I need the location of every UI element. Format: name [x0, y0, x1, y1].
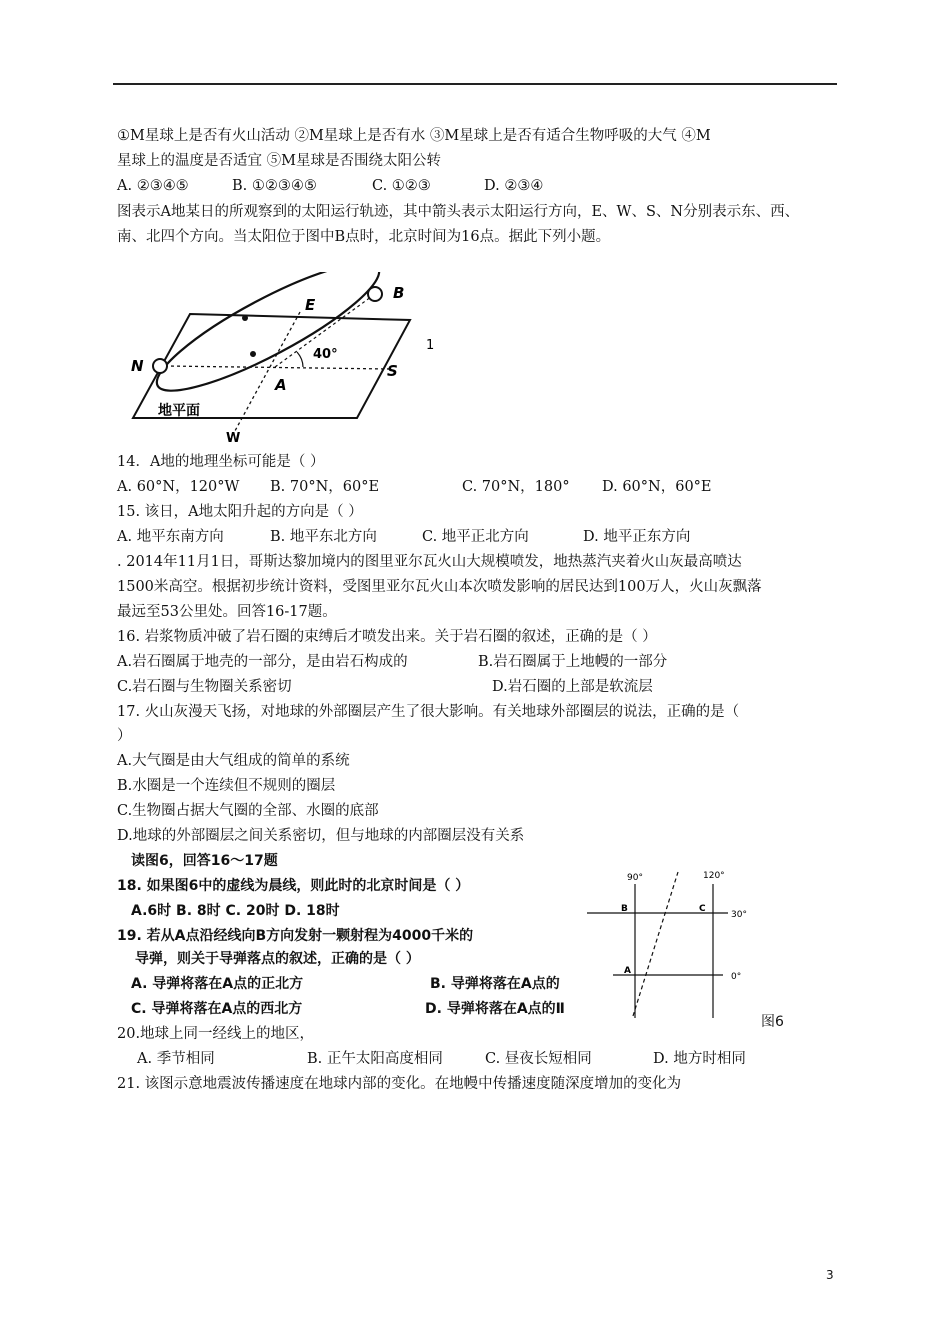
- q16-choice-c: C.岩石圈与生物圈关系密切: [117, 679, 292, 695]
- top-rule: [113, 83, 837, 85]
- choice-d: D. ②③④: [484, 178, 544, 194]
- figure-6: [583, 866, 803, 1026]
- sun-n-icon: [153, 359, 167, 373]
- q16-choice-a: A.岩石圈属于地壳的一部分，是由岩石构成的: [117, 654, 408, 670]
- label-e: E: [305, 296, 316, 314]
- label-lon90: 90°: [627, 873, 643, 883]
- choice-c: C. 70°N，180°: [462, 479, 570, 495]
- label-lat30: 30°: [731, 910, 747, 920]
- n-s-line: [165, 366, 390, 369]
- choice-a: A. 地平东南方向: [117, 529, 224, 545]
- page-number: 3: [826, 1268, 834, 1282]
- label-plane: 地平面: [158, 403, 200, 419]
- q17-choice-b: B.水圈是一个连续但不规则的圈层: [117, 778, 336, 794]
- q18: 18. 如果图6中的虚线为晨线，则此时的北京时间是（ ）: [117, 878, 470, 894]
- choice-a: A. 季节相同: [137, 1051, 215, 1067]
- label-lon120: 120°: [703, 871, 725, 881]
- q17-choice-c: C.生物圈占据大气圈的全部、水圈的底部: [117, 803, 379, 819]
- q16: 16. 岩浆物质冲破了岩石圈的束缚后才喷发出来。关于岩石圈的叙述，正确的是（ ）: [117, 629, 657, 645]
- q13-choices: [117, 176, 543, 196]
- label-b: B: [621, 904, 628, 914]
- e-w-line: [230, 312, 300, 440]
- figure-6-caption: 图6: [761, 1014, 784, 1030]
- label-s: S: [387, 362, 398, 380]
- read-fig6: 读图6，回答16～17题: [131, 853, 278, 869]
- q15-choices: [117, 527, 690, 547]
- label-a: A: [275, 376, 287, 394]
- intro-line1: 图表示A地某日的所观察到的太阳运行轨迹，其中箭头表示太阳运行方向，E、W、S、N分别表示东、西、: [117, 204, 800, 220]
- q17: 17. 火山灰漫天飞扬，对地球的外部圈层产生了很大影响。有关地球外部圈层的说法，正确的是（: [117, 704, 740, 720]
- q21: 21. 该图示意地震波传播速度在地球内部的变化。在地幔中传播速度随深度增加的变化为: [117, 1076, 682, 1092]
- q17-choice-d: D.地球的外部圈层之间关系密切，但与地球的内部圈层没有关系: [117, 828, 525, 844]
- sun-b-icon: [368, 287, 382, 301]
- q17-choice-a: A.大气圈是由大气组成的简单的系统: [117, 753, 350, 769]
- sun-orbit: [144, 272, 391, 410]
- q18-choices: A.6时 B. 8时 C. 20时 D. 18时: [131, 903, 340, 919]
- label-angle: 40°: [313, 347, 338, 362]
- choice-d: D. 地方时相同: [653, 1051, 746, 1067]
- label-c: C: [699, 904, 706, 914]
- terminator-line: [633, 872, 678, 1016]
- q13-options-line2: 星球上的温度是否适宜 ⑤M星球是否围绕太阳公转: [117, 153, 441, 169]
- q15: 15. 该日，A地太阳升起的方向是（ ）: [117, 504, 363, 520]
- choice-c: C. 地平正北方向: [422, 529, 529, 545]
- q16-choice-b: B.岩石圈属于上地幔的一部分: [478, 654, 668, 670]
- q13-options-line1: ①M星球上是否有火山活动 ②M星球上是否有水 ③M星球上是否有适合生物呼吸的大气 ④M: [117, 128, 711, 144]
- angle-arc: [297, 352, 303, 367]
- passage-line2: 1500米高空。根据初步统计资料，受图里亚尔瓦火山本次喷发影响的居民达到100万人，火山灰飘落: [117, 579, 762, 595]
- stray-mark: 1: [426, 338, 435, 353]
- choice-c: C. 昼夜长短相同: [485, 1051, 592, 1067]
- q19-choice-b: B. 导弹将落在A点的: [430, 976, 560, 992]
- passage-line1: . 2014年11月1日，哥斯达黎加境内的图里亚尔瓦火山大规模喷发，地热蒸汽夹着火山灰最高喷达: [117, 554, 742, 570]
- q19-choice-c: C. 导弹将落在A点的西北方: [131, 1001, 303, 1017]
- passage-line3: 最远至53公里处。回答16-17题。: [117, 604, 337, 620]
- q20: 20.地球上同一经线上的地区，: [117, 1026, 315, 1042]
- choice-b: B. 70°N，60°E: [270, 479, 380, 495]
- choice-c: C. ①②③: [372, 178, 431, 194]
- q20-choices: [137, 1049, 746, 1069]
- choice-d: D. 地平正东方向: [583, 529, 691, 545]
- q17-close: ）: [117, 728, 132, 744]
- choice-a: A. ②③④⑤: [117, 178, 189, 194]
- label-lat0: 0°: [731, 972, 742, 982]
- intro-line2: 南、北四个方向。当太阳位于图中B点时，北京时间为16点。据此下列小题。: [117, 229, 611, 245]
- q19-choice-d: D. 导弹将落在A点的Ⅱ: [425, 1001, 565, 1017]
- arrow-dot-icon: [250, 351, 256, 357]
- label-b: B: [393, 284, 405, 302]
- choice-b: B. ①②③④⑤: [232, 178, 317, 194]
- label-w: W: [226, 431, 241, 446]
- choice-a: A. 60°N，120°W: [117, 479, 240, 495]
- q19-choice-a: A. 导弹将落在A点的正北方: [131, 976, 304, 992]
- sun-path-figure: [125, 272, 445, 447]
- q19: 19. 若从A点沿经线向B方向发射一颗射程为4000千米的: [117, 928, 474, 944]
- q19-cont: 导弹，则关于导弹落点的叙述，正确的是（ ）: [135, 951, 420, 967]
- arrow-dot-icon: [242, 315, 248, 321]
- q14-choices: [117, 477, 712, 497]
- q14: 14．A地的地理坐标可能是（ ）: [117, 454, 325, 470]
- q16-choice-d: D.岩石圈的上部是软流层: [492, 679, 653, 695]
- label-n: N: [131, 357, 144, 375]
- choice-b: B. 地平东北方向: [270, 529, 377, 545]
- choice-b: B. 正午太阳高度相同: [307, 1051, 443, 1067]
- choice-d: D. 60°N，60°E: [602, 479, 712, 495]
- label-a: A: [624, 966, 631, 976]
